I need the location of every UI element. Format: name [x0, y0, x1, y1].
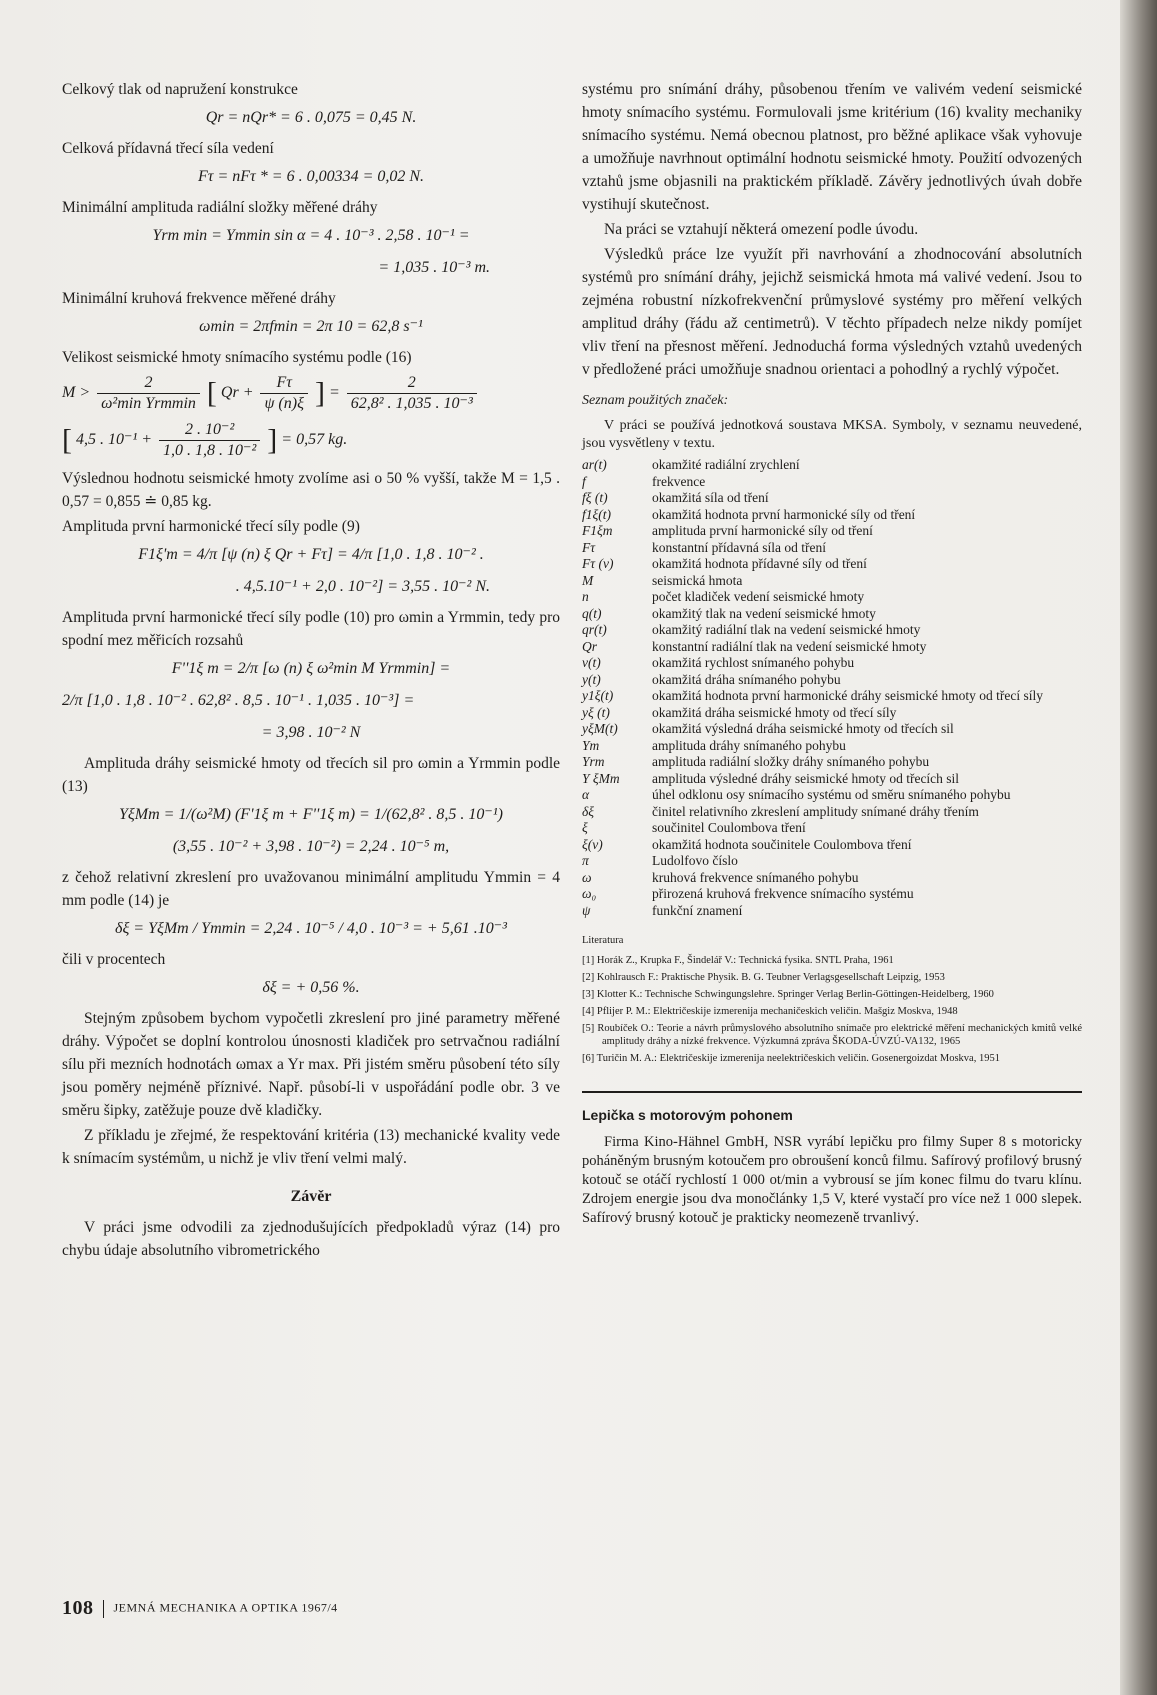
symbol-cell: f1ξ(t): [582, 506, 612, 522]
symbol-cell: y(t): [582, 671, 601, 687]
symbol-description: amplituda dráhy snímaného pohybu: [652, 737, 846, 753]
symbols-table: [582, 457, 1082, 919]
paragraph: Celková přídavná třecí síla vedení: [62, 140, 274, 157]
symbol-description: funkční znamení: [652, 902, 743, 918]
references-heading: Literatura: [582, 935, 624, 946]
symbol-row: [582, 655, 1082, 672]
symbol-cell: yξ (t): [582, 704, 610, 720]
symbol-row: [582, 754, 1082, 771]
fraction-denominator: ω²min Yrmmin: [101, 395, 196, 412]
paragraph: Na práci se vztahují některá omezení podle úvodu.: [604, 221, 919, 238]
equation: = 1,035 . 10⁻³ m.: [378, 259, 490, 276]
section-heading: Závěr: [290, 1188, 332, 1205]
paragraph: Z příkladu je zřejmé, že respektování kritéria (13) mechanické kvality vede k snímacím systémům, u nichž je vliv tření velmi malý.: [62, 1127, 560, 1167]
symbol-row: [582, 837, 1082, 854]
symbol-description: okamžitá hodnota přídavné síly od tření: [652, 556, 867, 571]
symbol-description: okamžitá hodnota součinitele Coulombova tření: [652, 836, 912, 852]
symbol-cell: q(t): [582, 605, 602, 621]
symbol-row: [582, 738, 1082, 755]
symbol-row: [582, 820, 1082, 837]
symbol-row: [582, 903, 1082, 920]
symbol-row: [582, 804, 1082, 821]
fraction-denominator: 62,8² . 1,035 . 10⁻³: [350, 395, 473, 412]
bracket: ]: [267, 423, 278, 457]
symbol-cell: v(t): [582, 655, 601, 670]
symbol-description: okamžitá hodnota první harmonické dráhy seismické hmoty od třecí síly: [652, 688, 1044, 703]
symbol-cell: Qr: [582, 638, 598, 654]
left-column: [62, 78, 560, 1264]
reference-item: [6] Turičin M. A.: Električeskije izmerenija neelektričeskich veličin. Gosenergoizdat Moskva, 1951: [582, 1053, 1000, 1064]
paragraph: Minimální amplituda radiální složky měřené dráhy: [62, 199, 378, 216]
symbol-row: [582, 787, 1082, 804]
news-title: Lepička s motorovým pohonem: [582, 1107, 793, 1123]
symbol-cell: f: [582, 473, 586, 489]
symbol-cell: π: [582, 853, 589, 868]
symbol-row: [582, 688, 1082, 705]
bracket: [: [62, 423, 72, 457]
fraction: [159, 420, 260, 461]
symbol-row: [582, 771, 1082, 788]
bracket: ]: [314, 376, 325, 410]
fraction-numerator: 2: [347, 373, 477, 394]
symbol-cell: Ym: [582, 737, 600, 753]
symbol-description: okamžitá výsledná dráha seismické hmoty od třecích sil: [652, 721, 954, 736]
symbol-description: součinitel Coulombova tření: [652, 820, 806, 835]
paragraph: Amplituda první harmonické třecí síly podle (10) pro ωmin a Yrmmin, tedy pro spodní mez měřicích rozsahů: [62, 609, 560, 649]
symbol-description: amplituda první harmonické síly od tření: [652, 523, 873, 538]
symbol-row: [582, 457, 1082, 474]
symbols-heading: Seznam použitých značek:: [582, 393, 729, 408]
fraction-numerator: 2: [97, 373, 200, 394]
paragraph: V práci jsme odvodili za zjednodušujících předpokladů výraz (14) pro chybu údaje absolutního vibrometrického: [62, 1219, 560, 1259]
symbol-description: frekvence: [652, 473, 706, 489]
paragraph: čili v procentech: [62, 951, 166, 968]
symbol-cell: ar(t): [582, 457, 607, 472]
footer-separator: [103, 1600, 104, 1618]
symbol-description: amplituda výsledné dráhy seismické hmoty od třecích sil: [652, 770, 960, 786]
paragraph: Amplituda dráhy seismické hmoty od třecích sil pro ωmin a Yrmmin podle (13): [62, 755, 560, 795]
symbol-row: [582, 540, 1082, 557]
equation-term: 4,5 . 10⁻¹ +: [76, 431, 153, 449]
paragraph: Amplituda první harmonické třecí síly podle (9): [62, 518, 360, 535]
symbol-description: přirozená kruhová frekvence snímacího systému: [652, 886, 914, 901]
paragraph: z čehož relativní zkreslení pro uvažovanou minimální amplitudu Ymmin = 4 mm podle (14) je: [62, 869, 560, 909]
symbol-cell: ξ: [582, 820, 588, 835]
symbol-row: [582, 523, 1082, 540]
journal-name: JEMNÁ MECHANIKA A OPTIKA 1967/4: [113, 1600, 338, 1615]
symbol-description: okamžité radiální zrychlení: [652, 457, 800, 472]
equation: YξMm = 1/(ω²M) (F'1ξ m + F''1ξ m) = 1/(62,8² . 8,5 . 10⁻¹): [119, 806, 503, 823]
equation: F''1ξ m = 2/π [ω (n) ξ ω²min M Yrmmin] =: [171, 660, 451, 677]
equation: ωmin = 2πfmin = 2π 10 = 62,8 s⁻¹: [199, 318, 423, 335]
symbol-description: Ludolfovo číslo: [652, 853, 738, 868]
equation: Qr = nQr* = 6 . 0,075 = 0,45 N.: [205, 109, 417, 126]
symbol-row: [582, 672, 1082, 689]
symbol-row: [582, 507, 1082, 524]
equation: δξ = + 0,56 %.: [262, 979, 360, 996]
fraction-denominator: 1,0 . 1,8 . 10⁻²: [163, 442, 257, 459]
fraction: [260, 373, 307, 414]
symbol-description: okamžitá síla od tření: [652, 490, 769, 505]
symbol-cell: yξM(t): [582, 721, 618, 736]
bracket: [: [206, 376, 217, 410]
right-column: [582, 78, 1082, 1228]
symbol-row: [582, 886, 1082, 903]
page-number: 108: [62, 1597, 94, 1619]
symbol-cell: Fτ: [582, 539, 596, 555]
symbol-cell: Yrm: [582, 754, 605, 769]
symbol-row: [582, 639, 1082, 656]
symbol-description: okamžitá dráha snímaného pohybu: [652, 671, 841, 687]
symbol-cell: ω₀: [582, 886, 597, 901]
paragraph: Stejným způsobem bychom vypočetli zkreslení pro jiné parametry měřené dráhy. Výpočet se doplní kontrolou únosnosti kladiček pro setrvačnou radiální sílu při mezních hodnotách ωmax a Yr max. Při jistém směru působení této síly jsou poměry nejméně příznivé. Např. působí-li v uspořádání podle obr. 3 ve směru šipky, zatěžuje pouze dvě kladičky.: [62, 1010, 560, 1119]
symbol-description: okamžitý radiální tlak na vedení seismické hmoty: [652, 622, 921, 637]
divider: [582, 1091, 1082, 1093]
paragraph: Velikost seismické hmoty snímacího systému podle (16): [62, 349, 412, 366]
symbol-cell: fξ (t): [582, 490, 608, 505]
equation: F1ξ'm = 4/π [ψ (n) ξ Qr + Fτ] = 4/π [1,0 . 1,8 . 10⁻² .: [138, 546, 484, 563]
symbol-cell: M: [582, 572, 594, 588]
symbol-description: činitel relativního zkreslení amplitudy snímané dráhy třením: [652, 803, 979, 819]
reference-item: [3] Klotter K.: Technische Schwingungslehre. Springer Verlag Berlin-Göttingen-Heidelberg, 1960: [582, 989, 994, 1000]
equation: . 4,5.10⁻¹ + 2,0 . 10⁻²] = 3,55 . 10⁻² N.: [235, 578, 490, 595]
symbol-row: [582, 853, 1082, 870]
equation: Fτ = nFτ * = 6 . 0,00334 = 0,02 N.: [197, 168, 425, 185]
equation-term: Qr +: [220, 384, 254, 402]
equation-term: M >: [62, 384, 91, 402]
page-footer: [62, 1597, 338, 1620]
symbol-cell: F1ξm: [582, 523, 613, 538]
symbol-description: úhel odklonu osy snímacího systému od směru snímaného pohybu: [652, 787, 1011, 802]
fraction-numerator: 2 . 10⁻²: [159, 420, 260, 441]
reference-item: [5] Roubíček O.: Teorie a návrh průmyslového absolutního snímače pro elektrické měření mechanických kmitů velké amplitudy dráhy a nízké frekvence. Výzkumná zpráva ŠKODA-ÚVZÚ-VA132, 1965: [582, 1023, 1082, 1047]
symbol-row: [582, 622, 1082, 639]
symbol-row: [582, 573, 1082, 590]
paragraph: systému pro snímání dráhy, působenou třením ve valivém vedení seismické hmoty snímacího systému. Formulovali jsme kritérium (16) kvality mechaniky snímacího systému. Nemá obecnou platnost, pro běžné aplikace však vyhovuje a umožňuje navrhnout optimální hodnotu seismické hmoty. Použití odvozených vztahů jsme objasnili na praktickém příkladě. Závěry jednotlivých úvah dobře vystihují skutečnost.: [582, 81, 1082, 213]
equation: δξ = YξMm / Ymmin = 2,24 . 10⁻⁵ / 4,0 . 10⁻³ = + 5,61 .10⁻³: [115, 920, 507, 937]
equation-mass-result: [62, 420, 560, 461]
fraction: [97, 373, 200, 414]
news-paragraph: Firma Kino-Hähnel GmbH, NSR vyrábí lepičku pro filmy Super 8 s motoricky poháněným brusným kotoučem pro obroušení konců filmu. Safírový profilový brusný kotouč se otáčí rychlostí 1 000 ot/min a vybrousí se jím konec filmu do tvaru klínu. Zdrojem energie jsou dva monočlánky 1,5 V, které vystačí pro více než 1 000 slepek. Safírový brusný kotouč je prakticky neomezeně trvanlivý.: [582, 1134, 1082, 1226]
equation: = 3,98 . 10⁻² N: [261, 724, 361, 741]
symbol-cell: Fτ (v): [582, 556, 614, 571]
symbol-row: [582, 556, 1082, 573]
symbol-cell: α: [582, 787, 590, 802]
symbol-row: [582, 721, 1082, 738]
fraction-denominator: ψ (n)ξ: [264, 395, 304, 412]
symbol-row: [582, 705, 1082, 722]
symbol-cell: qr(t): [582, 622, 607, 637]
reference-item: [1] Horák Z., Krupka F., Šindelář V.: Technická fysika. SNTL Praha, 1961: [582, 955, 894, 966]
equation: Yrm min = Ymmin sin α = 4 . 10⁻³ . 2,58 . 10⁻¹ =: [152, 227, 470, 244]
symbol-cell: ξ(v): [582, 836, 603, 852]
fraction: [347, 373, 477, 414]
paragraph: Výslednou hodnotu seismické hmoty zvolíme asi o 50 % vyšší, takže M = 1,5 . 0,57 = 0,855 ≐ 0,85 kg.: [62, 470, 560, 510]
symbol-cell: δξ: [582, 803, 595, 819]
symbol-cell: Y ξMm: [582, 770, 620, 786]
fraction-numerator: Fτ: [260, 373, 307, 394]
paragraph: Minimální kruhová frekvence měřené dráhy: [62, 290, 336, 307]
references-list: [582, 954, 1082, 1065]
symbol-description: kruhová frekvence snímaného pohybu: [652, 869, 859, 885]
symbol-description: okamžitá hodnota první harmonické síly od tření: [652, 506, 916, 522]
symbol-cell: n: [582, 589, 589, 604]
symbol-row: [582, 474, 1082, 491]
symbol-description: konstantní radiální tlak na vedení seismické hmoty: [652, 638, 927, 654]
equation: (3,55 . 10⁻² + 3,98 . 10⁻²) = 2,24 . 10⁻⁵ m,: [172, 838, 450, 855]
page-gutter-shadow: [1120, 0, 1157, 1695]
symbol-row: [582, 606, 1082, 623]
equation: 2/π [1,0 . 1,8 . 10⁻² . 62,8² . 8,5 . 10⁻¹ . 1,035 . 10⁻³] =: [62, 692, 415, 709]
symbol-cell: ω: [582, 869, 592, 885]
paragraph: Výsledků práce lze využít při navrhování a zhodnocování absolutních systémů pro snímání dráhy, jejichž seismická hmota má valivé vedení. Jsou to zejména robustní nízkofrekvenční průmyslové systémy pro měření velkých amplitud dráhy (řádu až centimetrů). V těchto případech nelze nikdy pomíjet vliv tření na přesnost měření. Jednoduchá forma výsledných vztahů uvedených v předložené práci umožňuje snadnou orientaci a pohodlný a rychlý výpočet.: [582, 246, 1082, 378]
equation-term: = 0,57 kg.: [281, 431, 348, 449]
equation-mass-criterion: [62, 373, 560, 414]
symbol-row: [582, 870, 1082, 887]
symbol-description: seismická hmota: [652, 572, 743, 588]
symbols-intro: V práci se používá jednotková soustava MKSA. Symboly, v seznamu neuvedené, jsou vysvětleny v textu.: [582, 418, 1082, 451]
symbol-description: okamžitá dráha seismické hmoty od třecí síly: [652, 704, 897, 720]
reference-item: [2] Kohlrausch F.: Praktische Physik. B. G. Teubner Verlagsgesellschaft Leipzig, 1953: [582, 972, 945, 983]
paragraph: Celkový tlak od napružení konstrukce: [62, 81, 298, 98]
symbol-description: konstantní přídavná síla od tření: [652, 539, 826, 555]
symbol-cell: ψ: [582, 902, 591, 918]
symbol-row: [582, 490, 1082, 507]
symbol-description: amplituda radiální složky dráhy snímaného pohybu: [652, 754, 930, 769]
symbol-description: okamžitá rychlost snímaného pohybu: [652, 655, 855, 670]
equation-term: =: [328, 384, 340, 402]
symbol-cell: y1ξ(t): [582, 688, 614, 703]
symbol-description: počet kladiček vedení seismické hmoty: [652, 589, 865, 604]
reference-item: [4] Pflijer P. M.: Električeskije izmerenija mechaničeskich veličin. Mašgiz Moskva, 1948: [582, 1006, 958, 1017]
symbol-description: okamžitý tlak na vedení seismické hmoty: [652, 605, 876, 621]
symbol-row: [582, 589, 1082, 606]
